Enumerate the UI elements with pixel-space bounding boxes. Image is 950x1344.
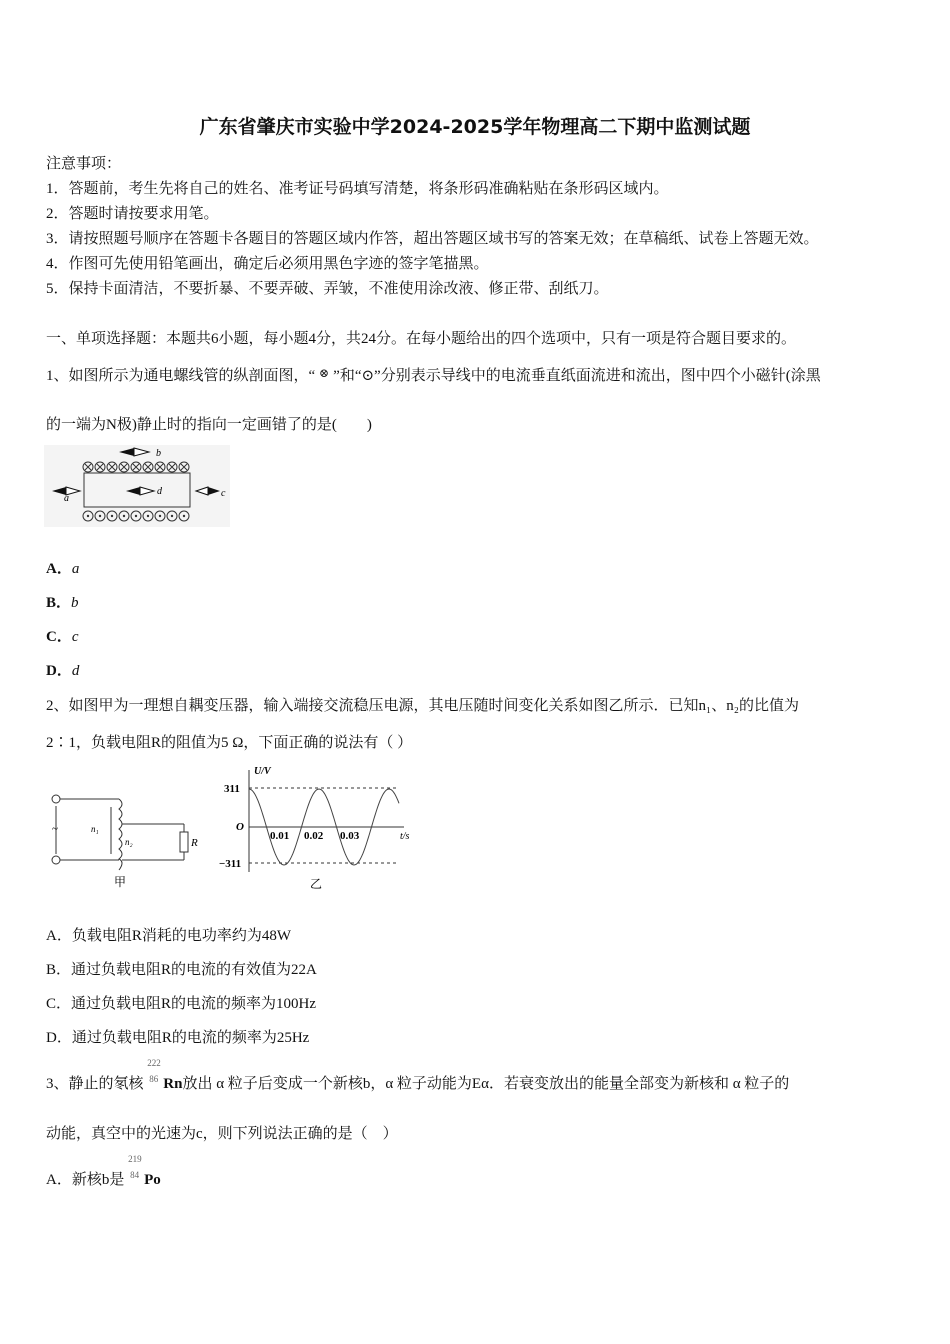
notice-item: 2．答题时请按要求用笔。 xyxy=(46,206,219,222)
svg-text:甲: 甲 xyxy=(114,875,127,889)
notice-item: 5．保持卡面清洁，不要折暴、不要弄破、弄皱，不准使用涂改液、修正带、刮纸刀。 xyxy=(46,281,609,297)
q1-text: 1、如图所示为通电螺线管的纵剖面图，“ ⊗ ”和“⊙”分别表示导线中的电流垂直纸面流进和流出，图中四个小磁针(涂黑 xyxy=(46,366,821,384)
svg-text:d: d xyxy=(157,486,162,497)
notice-item: 1．答题前，考生先将自己的姓名、准考证号码填写清楚，将条形码准确粘贴在条形码区域内。 xyxy=(46,181,669,197)
solenoid-figure xyxy=(44,445,230,527)
svg-text:0.01: 0.01 xyxy=(270,830,290,842)
svg-text:U/V: U/V xyxy=(254,766,271,777)
q2-text-2: 2∶1，负载电阻R的阻值为5 Ω，下面正确的说法有（ ） xyxy=(46,735,413,751)
q1-option-c: C．c xyxy=(46,629,79,645)
notice-item: 4．作图可先使用铅笔画出，确定后必须用黑色字迹的签字笔描黑。 xyxy=(46,256,489,272)
svg-text:乙: 乙 xyxy=(310,877,323,891)
svg-text:R: R xyxy=(191,837,198,849)
svg-text:0.02: 0.02 xyxy=(304,830,324,842)
q2-option-c: C．通过负载电阻R的电流的频率为100Hz xyxy=(46,996,317,1012)
q1-text-2: 的一端为N极)静止时的指向一定画错了的是( ) xyxy=(46,417,372,433)
svg-text:t/s: t/s xyxy=(400,831,410,842)
svg-text:~: ~ xyxy=(52,823,58,835)
svg-text:0.03: 0.03 xyxy=(340,830,360,842)
q3-option-a: A．新核b是 219 84 Po xyxy=(46,1154,161,1188)
svg-text:n₂: n₂ xyxy=(125,837,133,847)
svg-text:a: a xyxy=(64,493,69,504)
q1-option-b: B．b xyxy=(46,595,79,611)
notice-heading: 注意事项： xyxy=(46,156,122,172)
svg-text:311: 311 xyxy=(224,783,240,795)
q3-text-2: 动能，真空中的光速为c，则下列说法正确的是（ ） xyxy=(46,1126,398,1142)
svg-text:b: b xyxy=(156,448,161,459)
section-heading: 一、单项选择题：本题共6小题，每小题4分，共24分。在每小题给出的四个选项中，只有一项是符合题目要求的。 xyxy=(46,331,797,347)
page-title: 广东省肇庆市实验中学2024-2025学年物理高二下期中监测试题 xyxy=(199,116,751,138)
q2-option-a: A．负载电阻R消耗的电功率约为48W xyxy=(46,928,291,944)
q2-option-b: B．通过负载电阻R的电流的有效值为22A xyxy=(46,962,317,978)
q1-option-d: D．d xyxy=(46,663,80,679)
q1-option-a: A．a xyxy=(46,561,80,577)
q2-figures xyxy=(44,762,424,892)
svg-text:−311: −311 xyxy=(219,858,242,870)
svg-text:c: c xyxy=(221,488,226,499)
q2-option-d: D．通过负载电阻R的电流的频率为25Hz xyxy=(46,1030,310,1046)
notice-item: 3．请按照题号顺序在答题卡各题目的答题区域内作答，超出答题区域书写的答案无效；在草稿纸、试卷上答题无效。 xyxy=(46,231,819,247)
q3-text: 3、静止的氡核 222 86 Rn放出 α 粒子后变成一个新核b，α 粒子动能为Eα．若衰变放出的能量全部变为新核和 α 粒子的 xyxy=(46,1058,790,1092)
q2-text: 2、如图甲为一理想自耦变压器，输入端接交流稳压电源，其电压随时间变化关系如图乙所示．已知n₁、n₂的比值为 xyxy=(46,698,799,714)
svg-text:O: O xyxy=(236,821,244,833)
svg-text:n₁: n₁ xyxy=(91,824,99,834)
